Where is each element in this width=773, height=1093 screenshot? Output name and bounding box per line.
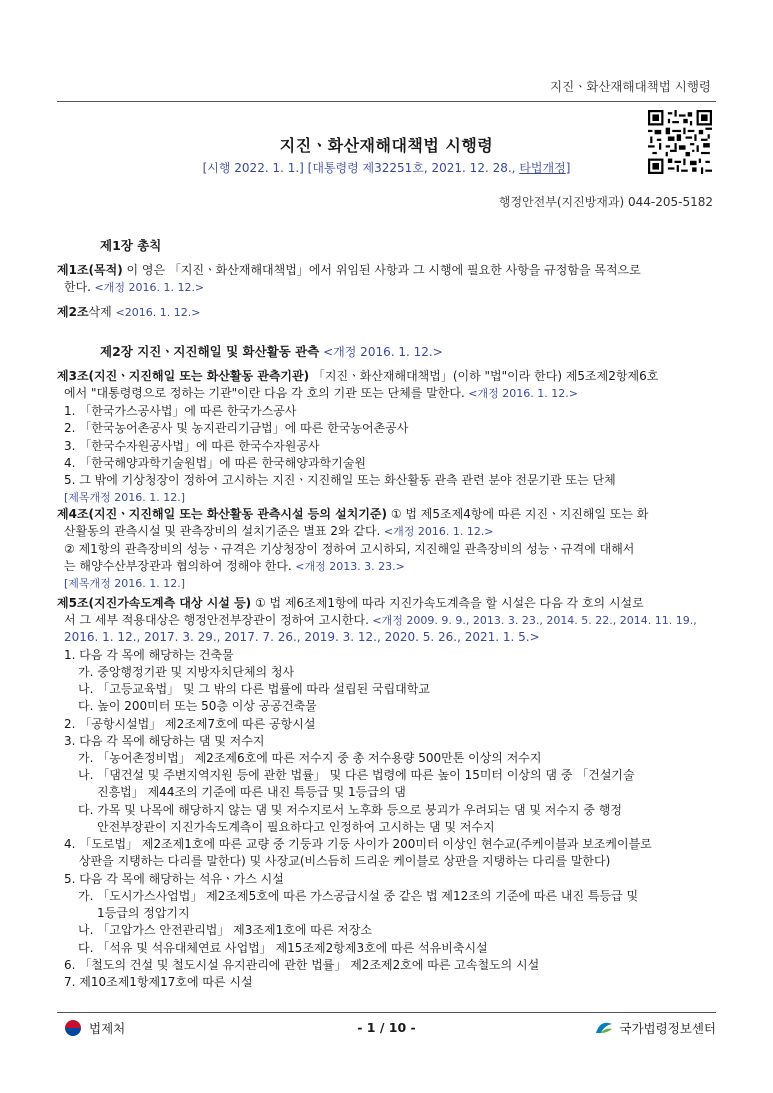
article-3-text-1: 「지진ㆍ화산재해대책법」(이하 "법"이라 한다) 제5조제2항제6호 (309, 369, 659, 383)
article-3-item-3: 3. 「한국수자원공사법」에 따른 한국수자원공사 (64, 439, 320, 453)
document-title: 지진ㆍ화산재해대책법 시행령 (279, 136, 494, 155)
article-5-line: 가. 「농어촌정비법」 제2조제6호에 따른 저수지 중 총 저수용량 500만톤 이상의 저수지 (78, 751, 542, 765)
running-header: 지진ㆍ화산재해대책법 시행령 (550, 79, 711, 94)
article-4-amend-2: <개정 2013. 3. 23.> (291, 560, 405, 573)
article-4-title-amend: [제목개정 2016. 1. 12.] (64, 577, 186, 590)
article-1-line-2 (64, 279, 204, 296)
article-5-line-2 (64, 612, 697, 629)
article-4-para-2-line-2 (64, 558, 405, 575)
article-5-title[interactable]: 제5조(지진가속도계측 대상 시설 등) (57, 596, 252, 610)
enactment-prefix: [시행 2022. 1. 1.] [대통령령 제32251호, 2021. 12. 28., (202, 161, 520, 175)
article-3-item-5: 5. 그 밖에 기상청장이 정하여 고시하는 지진ㆍ지진해일 또는 화산활동 관측 관련 분야 전문기관 또는 단체 (64, 473, 616, 487)
article-3-item-1: 1. 「한국가스공사법」에 따른 한국가스공사 (64, 404, 297, 418)
article-5-line: 안전부장관이 지진가속도계측이 필요하다고 인정하여 고시하는 댐 및 저수지 (97, 820, 495, 834)
article-5-amend-1: <개정 2009. 9. 9., 2013. 3. 23., 2014. 5. 22., 2014. 11. 19., (368, 614, 697, 627)
article-5-amend-2: 2016. 1. 12., 2017. 3. 29., 2017. 7. 26., 2019. 3. 12., 2020. 5. 26., 2021. 1. 5.> (64, 630, 540, 644)
article-1-line-1 (57, 262, 641, 279)
article-4-para-2-text-2: 는 해양수산부장관과 협의하여 정해야 한다. (64, 559, 292, 573)
article-5-line: 나. 「고등교육법」 및 그 밖의 다른 법률에 따라 설립된 국립대학교 (78, 682, 430, 696)
article-5-line: 가. 중앙행정기관 및 지방자치단체의 청사 (78, 665, 295, 679)
article-4-text-1: ① 법 제5조제4항에 따른 지진ㆍ지진해일 또는 화 (387, 507, 649, 521)
ministry-contact: 행정안전부(지진방재과) 044-205-5182 (498, 195, 713, 209)
article-5-line: 3. 다음 각 목에 해당하는 댐 및 저수지 (64, 734, 265, 748)
article-1-text-1: 이 영은 「지진ㆍ화산재해대책법」에서 위임된 사항과 그 시행에 필요한 사항을 규정함을 목적으로 (122, 263, 641, 277)
article-1-text-2: 한다. (64, 280, 91, 294)
article-5-line: 5. 다음 각 목에 해당하는 석유ㆍ가스 시설 (64, 872, 284, 886)
article-1-title[interactable]: 제1조(목적) (57, 263, 123, 277)
article-5-text-1: ① 법 제6조제1항에 따라 지진가속도계측을 할 시설은 다음 각 호의 시설로 (251, 596, 644, 610)
article-3-title-amend: [제목개정 2016. 1. 12.] (64, 491, 186, 504)
article-4-text-2: 산활동의 관측시설 및 관측장비의 설치기준은 별표 2와 같다. (64, 524, 381, 538)
article-5-line: 6. 「철도의 건설 및 철도시설 유지관리에 관한 법률」 제2조제2호에 따른 고속철도의 시설 (64, 958, 540, 972)
article-3-title[interactable]: 제3조(지진ㆍ지진해일 또는 화산활동 관측기관) (57, 369, 310, 383)
footer-right (595, 1019, 716, 1037)
article-3-line-2 (64, 385, 578, 402)
article-4-line-2 (64, 523, 494, 540)
chapter-2-amend: <개정 2016. 1. 12.> (319, 345, 443, 359)
page-number: - 1 / 10 - (357, 1020, 416, 1035)
article-3-text-2: 에서 "대통령령으로 정하는 기관"이란 다음 각 호의 기관 또는 단체를 말한다. (64, 386, 465, 400)
article-4-line-1 (57, 506, 648, 523)
footer-agency: 법제처 (89, 1021, 126, 1036)
article-2-text: 삭제 (88, 305, 116, 319)
article-5-line: 상판을 지탱하는 다리를 말한다) 및 사장교(비스듬히 드리운 케이블로 상판을 지탱하는 다리를 말한다) (79, 854, 611, 868)
article-5-line: 진흥법」 제44조의 기준에 따른 내진 특등급 및 1등급의 댐 (97, 785, 406, 799)
article-5-line: 2. 「공항시설법」 제2조제7호에 따른 공항시설 (64, 717, 316, 731)
article-1-amend: <개정 2016. 1. 12.> (91, 281, 205, 294)
article-5-line: 다. 가목 및 나목에 해당하지 않는 댐 및 저수지로서 노후화 등으로 붕괴가 우려되는 댐 및 저수지 중 행정 (78, 803, 622, 817)
chapter-2-heading: 제2장 지진ㆍ지진해일 및 화산활동 관측 (100, 344, 320, 359)
article-5-line: 다. 「석유 및 석유대체연료 사업법」 제15조제2항제3호에 따른 석유비축시설 (78, 941, 488, 955)
enactment-info (0, 159, 773, 176)
article-5-line: 나. 「고압가스 안전관리법」 제3조제1호에 따른 저장소 (78, 923, 372, 937)
enactment-type-link[interactable]: 타법개정 (519, 161, 566, 175)
article-2-line (57, 304, 200, 321)
article-5-line: 4. 「도로법」 제2조제1호에 따른 교량 중 기둥과 기둥 사이가 200미터 이상인 현수교(주케이블과 보조케이블로 (64, 837, 652, 851)
article-4-para-2-line-1: ② 제1항의 관측장비의 성능ㆍ규격은 기상청장이 정하여 고시하되, 지진해일 관측장비의 성능ㆍ규격에 대해서 (64, 542, 635, 556)
law-center-logo-icon (595, 1021, 613, 1035)
article-5-line: 7. 제10조제1항제17호에 따른 시설 (64, 975, 253, 989)
chapter-2-heading-line (100, 343, 443, 361)
article-3-item-4: 4. 「한국해양과학기술원법」에 따른 한국해양과학기술원 (64, 456, 366, 470)
article-3-item-2: 2. 「한국농어촌공사 및 농지관리기금법」에 따른 한국농어촌공사 (64, 421, 409, 435)
article-5-line: 1. 다음 각 목에 해당하는 건축물 (64, 648, 234, 662)
article-5-line: 다. 높이 200미터 또는 50층 이상 공공건축물 (78, 699, 317, 713)
footer-law-center: 국가법령정보센터 (619, 1021, 716, 1036)
article-4-title[interactable]: 제4조(지진ㆍ지진해일 또는 화산활동 관측시설 등의 설치기준) (57, 507, 388, 521)
article-3-amend: <개정 2016. 1. 12.> (464, 387, 578, 400)
footer-divider (57, 1012, 716, 1013)
article-2-amend: <2016. 1. 12.> (115, 306, 201, 319)
article-5-line: 1등급의 정압기지 (97, 906, 190, 920)
article-5-line: 가. 「도시가스사업법」 제2조제5호에 따른 가스공급시설 중 같은 법 제12조의 기준에 따른 내진 특등급 및 (78, 889, 639, 903)
article-2-title[interactable]: 제2조 (57, 305, 89, 319)
enactment-suffix: ] (565, 161, 571, 175)
article-5-text-2: 서 그 세부 적용대상은 행정안전부장관이 정하여 고시한다. (64, 613, 369, 627)
article-4-amend-1: <개정 2016. 1. 12.> (380, 525, 494, 538)
article-5-line-1 (57, 595, 644, 612)
article-3-line-1 (57, 368, 658, 385)
chapter-1-heading: 제1장 총칙 (100, 238, 162, 253)
header-divider (57, 101, 716, 102)
article-5-line: 나. 「댐건설 및 주변지역지원 등에 관한 법률」 및 다른 법령에 따른 높이 15미터 이상의 댐 중 「건설기술 (78, 768, 635, 782)
